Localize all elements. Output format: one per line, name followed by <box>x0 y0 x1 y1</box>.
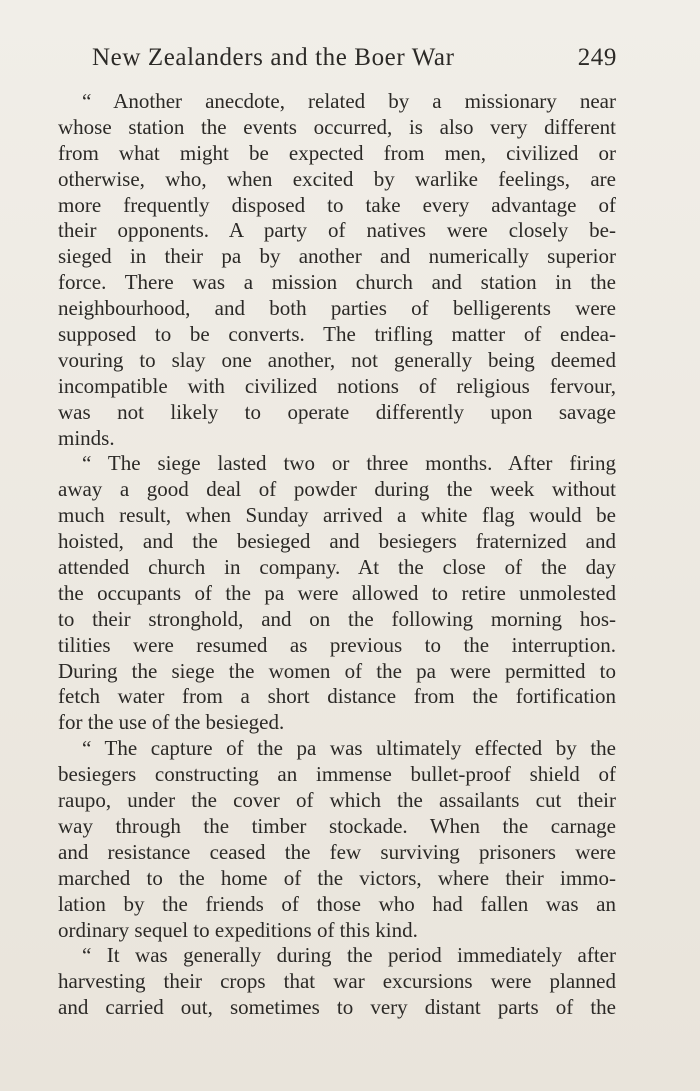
paragraph <box>58 943 616 1021</box>
text-line: incompatible with civilized notions of religious fervour, <box>58 373 616 398</box>
text-line: “ It was generally during the period immediately after <box>82 943 616 968</box>
text-line: minds. <box>58 425 115 450</box>
text-line: fetch water from a short distance from the fortification <box>58 684 616 709</box>
text-line: neighbourhood, and both parties of belligerents were <box>58 296 616 321</box>
text-line: “ The capture of the pa was ultimately effected by the <box>82 736 616 761</box>
text-line: way through the timber stockade. When the carnage <box>58 813 616 838</box>
text-line: from what might be expected from men, civilized or <box>58 140 616 165</box>
page-header <box>92 44 617 78</box>
text-line: force. There was a mission church and station in the <box>58 270 616 295</box>
text-line: sieged in their pa by another and numerically superior <box>58 244 616 269</box>
running-title: New Zealanders and the Boer War <box>92 44 455 71</box>
text-line: hoisted, and the besieged and besiegers fraternized and <box>58 529 616 554</box>
paragraph <box>58 736 616 943</box>
text-line: harvesting their crops that war excursions were planned <box>58 969 616 994</box>
text-line: their opponents. A party of natives were closely be- <box>58 218 616 243</box>
paragraph <box>58 89 616 451</box>
text-line: ordinary sequel to expeditions of this kind. <box>58 917 418 942</box>
text-line: for the use of the besieged. <box>58 710 285 735</box>
text-line: lation by the friends of those who had fallen was an <box>58 891 616 916</box>
text-line: “ The siege lasted two or three months. After firing <box>82 451 616 476</box>
text-line: “ Another anecdote, related by a missionary near <box>82 89 616 113</box>
text-line: whose station the events occurred, is also very different <box>58 114 616 139</box>
body-text <box>58 89 616 1021</box>
text-line: and carried out, sometimes to very distant parts of the <box>58 995 616 1020</box>
text-line: During the siege the women of the pa were permitted to <box>58 658 616 683</box>
text-line: tilities were resumed as previous to the interruption. <box>58 632 616 657</box>
text-line: besiegers constructing an immense bullet-proof shield of <box>58 762 616 787</box>
text-line: attended church in company. At the close of the day <box>58 555 616 580</box>
text-line: much result, when Sunday arrived a white flag would be <box>58 503 616 528</box>
text-line: marched to the home of the victors, where their immo- <box>58 865 616 890</box>
text-line: more frequently disposed to take every advantage of <box>58 192 616 217</box>
page-number: 249 <box>577 44 617 71</box>
text-line: to their stronghold, and on the following morning hos- <box>58 606 616 631</box>
text-line: away a good deal of powder during the week without <box>58 477 616 502</box>
paragraph <box>58 451 616 736</box>
text-line: and resistance ceased the few surviving prisoners were <box>58 839 616 864</box>
text-line: supposed to be converts. The trifling matter of endea- <box>58 322 616 347</box>
text-line: vouring to slay one another, not generally being deemed <box>58 347 616 372</box>
text-line: otherwise, who, when excited by warlike feelings, are <box>58 166 616 191</box>
text-line: the occupants of the pa were allowed to retire unmolested <box>58 580 616 605</box>
text-line: raupo, under the cover of which the assailants cut their <box>58 788 616 813</box>
text-line: was not likely to operate differently upon savage <box>58 399 616 424</box>
